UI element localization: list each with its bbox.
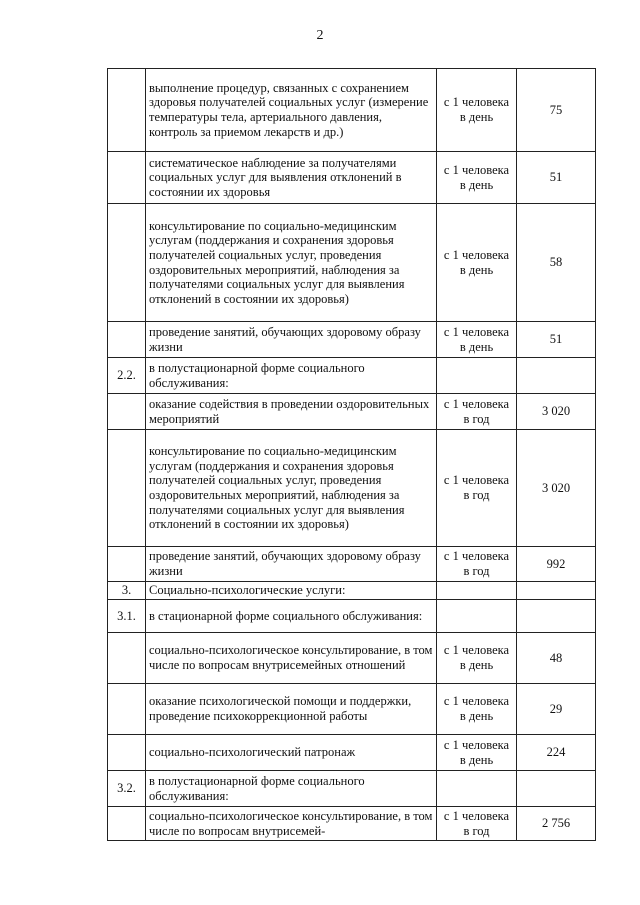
quantity-cell: 992	[517, 547, 596, 582]
row-number-cell	[108, 807, 146, 841]
quantity-cell	[517, 582, 596, 600]
row-number-cell: 2.2.	[108, 358, 146, 394]
service-description-cell: социально-психологическое консультирование, в том числе по вопросам внутрисемей-	[146, 807, 437, 841]
service-description-cell: проведение занятий, обучающих здоровому образу жизни	[146, 547, 437, 582]
table-row	[108, 430, 596, 547]
table-row	[108, 547, 596, 582]
quantity-cell	[517, 771, 596, 807]
unit-cell	[437, 600, 517, 633]
row-number-cell	[108, 394, 146, 430]
row-number-cell	[108, 684, 146, 735]
services-table-body	[108, 69, 596, 841]
quantity-cell: 3 020	[517, 430, 596, 547]
service-description-cell: оказание психологической помощи и поддержки, проведение психокоррекционной работы	[146, 684, 437, 735]
quantity-cell: 51	[517, 152, 596, 204]
unit-cell: с 1 человека в год	[437, 547, 517, 582]
service-description-cell: консультирование по социально-медицинским услугам (поддержания и сохранения здоровья получателей социальных услуг, проведения оздоровительных мероприятий, наблюдения за получателями социальных услуг для выявления отклонений в состоянии их здоровья)	[146, 204, 437, 322]
quantity-cell: 58	[517, 204, 596, 322]
table-row	[108, 394, 596, 430]
quantity-cell: 51	[517, 322, 596, 358]
quantity-cell: 3 020	[517, 394, 596, 430]
table-row	[108, 358, 596, 394]
quantity-cell: 224	[517, 735, 596, 771]
row-number-cell: 3.	[108, 582, 146, 600]
row-number-cell	[108, 430, 146, 547]
unit-cell: с 1 человека в год	[437, 807, 517, 841]
quantity-cell: 48	[517, 633, 596, 684]
unit-cell: с 1 человека в год	[437, 394, 517, 430]
table-row	[108, 807, 596, 841]
row-number-cell: 3.1.	[108, 600, 146, 633]
unit-cell: с 1 человека в день	[437, 633, 517, 684]
service-description-cell: оказание содействия в проведении оздоровительных мероприятий	[146, 394, 437, 430]
unit-cell: с 1 человека в день	[437, 735, 517, 771]
table-row	[108, 600, 596, 633]
service-description-cell: социально-психологическое консультирование, в том числе по вопросам внутрисемейных отношений	[146, 633, 437, 684]
table-row	[108, 204, 596, 322]
table-row	[108, 633, 596, 684]
quantity-cell	[517, 358, 596, 394]
row-number-cell	[108, 152, 146, 204]
unit-cell: с 1 человека в день	[437, 684, 517, 735]
row-number-cell	[108, 204, 146, 322]
service-description-cell: проведение занятий, обучающих здоровому образу жизни	[146, 322, 437, 358]
unit-cell: с 1 человека в день	[437, 69, 517, 152]
row-number-cell: 3.2.	[108, 771, 146, 807]
unit-cell	[437, 771, 517, 807]
row-number-cell	[108, 322, 146, 358]
page-number: 2	[316, 28, 324, 43]
unit-cell: с 1 человека в день	[437, 322, 517, 358]
row-number-cell	[108, 735, 146, 771]
unit-cell	[437, 582, 517, 600]
row-number-cell	[108, 547, 146, 582]
service-description-cell: систематическое наблюдение за получателями социальных услуг для выявления отклонений в состоянии их здоровья	[146, 152, 437, 204]
quantity-cell	[517, 600, 596, 633]
service-description-cell: в полустационарной форме социального обслуживания:	[146, 358, 437, 394]
row-number-cell	[108, 69, 146, 152]
unit-cell: с 1 человека в день	[437, 204, 517, 322]
unit-cell	[437, 358, 517, 394]
quantity-cell: 2 756	[517, 807, 596, 841]
service-description-cell: выполнение процедур, связанных с сохранением здоровья получателей социальных услуг (измерение температуры тела, артериального давления, контроль за приемом лекарств и др.)	[146, 69, 437, 152]
table-row	[108, 735, 596, 771]
quantity-cell: 29	[517, 684, 596, 735]
service-description-cell: Социально-психологические услуги:	[146, 582, 437, 600]
service-description-cell: консультирование по социально-медицинским услугам (поддержания и сохранения здоровья получателей социальных услуг, проведения оздоровительных мероприятий, наблюдения за получателями социальных услуг для выявления отклонений в состоянии их здоровья)	[146, 430, 437, 547]
service-description-cell: в полустационарной форме социального обслуживания:	[146, 771, 437, 807]
table-row	[108, 69, 596, 152]
quantity-cell: 75	[517, 69, 596, 152]
table-row	[108, 152, 596, 204]
table-row	[108, 771, 596, 807]
table-row	[108, 322, 596, 358]
table-row	[108, 684, 596, 735]
services-table	[107, 68, 596, 841]
unit-cell: с 1 человека в год	[437, 430, 517, 547]
row-number-cell	[108, 633, 146, 684]
table-row	[108, 582, 596, 600]
service-description-cell: в стационарной форме социального обслуживания:	[146, 600, 437, 633]
unit-cell: с 1 человека в день	[437, 152, 517, 204]
service-description-cell: социально-психологический патронаж	[146, 735, 437, 771]
